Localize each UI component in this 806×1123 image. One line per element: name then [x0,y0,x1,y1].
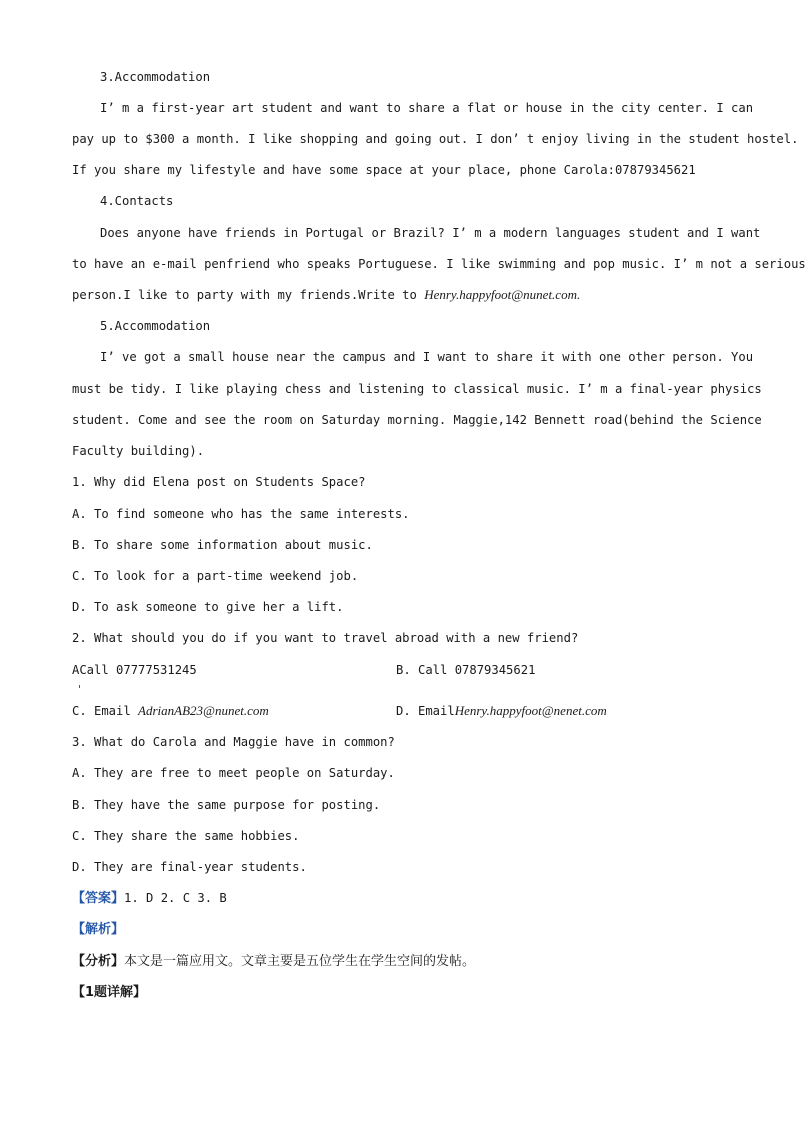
question-2-option-b: B. Call 07879345621 [396,663,536,677]
section-3-line-1: I’ m a first-year art student and want to share a flat or house in the city center. I can [100,101,754,115]
question-3-option-b: B. They have the same purpose for posting. [72,798,381,812]
fenxi-tag: 【分析】 [72,954,125,969]
section-3-line-2-text: pay up to $300 a month. I like shopping and going out. I don’ t enjoy living in the student hostel. [72,132,799,146]
question-1-stem: 1. Why did Elena post on Students Space? [72,475,366,489]
section-4-line-3 [72,287,724,303]
adrian-email-link: AdrianAB23@nunet.com [138,703,269,718]
section-4-line-2: to have an e-mail penfriend who speaks Portuguese. I like swimming and pop music. I’ m not a serious [72,257,806,271]
answer-tag: 【答案】 [72,891,125,906]
detail-line [72,984,724,1001]
question-2-option-d [396,703,607,719]
section-4-heading: 4.Contacts [100,194,174,208]
question-1-option-c: C. To look for a part-time weekend job. [72,569,359,583]
section-5-line-1: I’ ve got a small house near the campus and I want to share it with one other person. You [100,350,754,364]
section-3-line-2 [72,131,799,147]
section-5-line-3: student. Come and see the room on Saturday morning. Maggie,142 Bennett road(behind the Science [72,413,762,427]
section-3-heading: 3.Accommodation [100,70,211,84]
question-2-option-c [72,703,372,719]
analysis-line [72,921,724,938]
question-2-option-c-label: C. Email [72,704,139,718]
question-1-option-d: D. To ask someone to give her a lift. [72,600,344,614]
henry-email-link: Henry.happyfoot@nunet.com. [424,287,581,302]
question-3-stem: 3. What do Carola and Maggie have in common? [72,735,395,749]
question-3-option-c: C. They share the same hobbies. [72,829,300,843]
detail-tag: 【1题详解】 [72,985,147,1000]
answer-text: 1. D 2. C 3. B [124,891,227,905]
question-1-option-b: B. To share some information about music. [72,538,373,552]
fenxi-line [72,953,724,970]
analysis-tag: 【解析】 [72,922,125,937]
stray-mark [79,685,80,688]
section-5-heading: 5.Accommodation [100,319,211,333]
section-4-line-3-text: person.I like to party with my friends.Write to [72,288,425,302]
question-2-stem: 2. What should you do if you want to travel abroad with a new friend? [72,631,579,645]
henry-nenet-email-link: Henry.happyfoot@nenet.com [454,703,607,718]
question-3-option-a: A. They are free to meet people on Saturday. [72,766,395,780]
section-4-line-1: Does anyone have friends in Portugal or Brazil? I’ m a modern languages student and I want [100,226,761,240]
question-2-option-a: ACall 07777531245 [72,663,197,677]
section-5-line-4: Faculty building). [72,444,205,458]
question-1-option-a: A. To find someone who has the same interests. [72,507,410,521]
fenxi-text: 本文是一篇应用文。文章主要是五位学生在学生空间的发帖。 [124,954,476,969]
answer-line [72,890,724,907]
section-5-line-2: must be tidy. I like playing chess and listening to classical music. I’ m a final-year physics [72,382,762,396]
question-2-option-d-label: D. Email [396,704,455,718]
section-3-line-3: If you share my lifestyle and have some space at your place, phone Carola:07879345621 [72,163,696,177]
question-3-option-d: D. They are final-year students. [72,860,307,874]
